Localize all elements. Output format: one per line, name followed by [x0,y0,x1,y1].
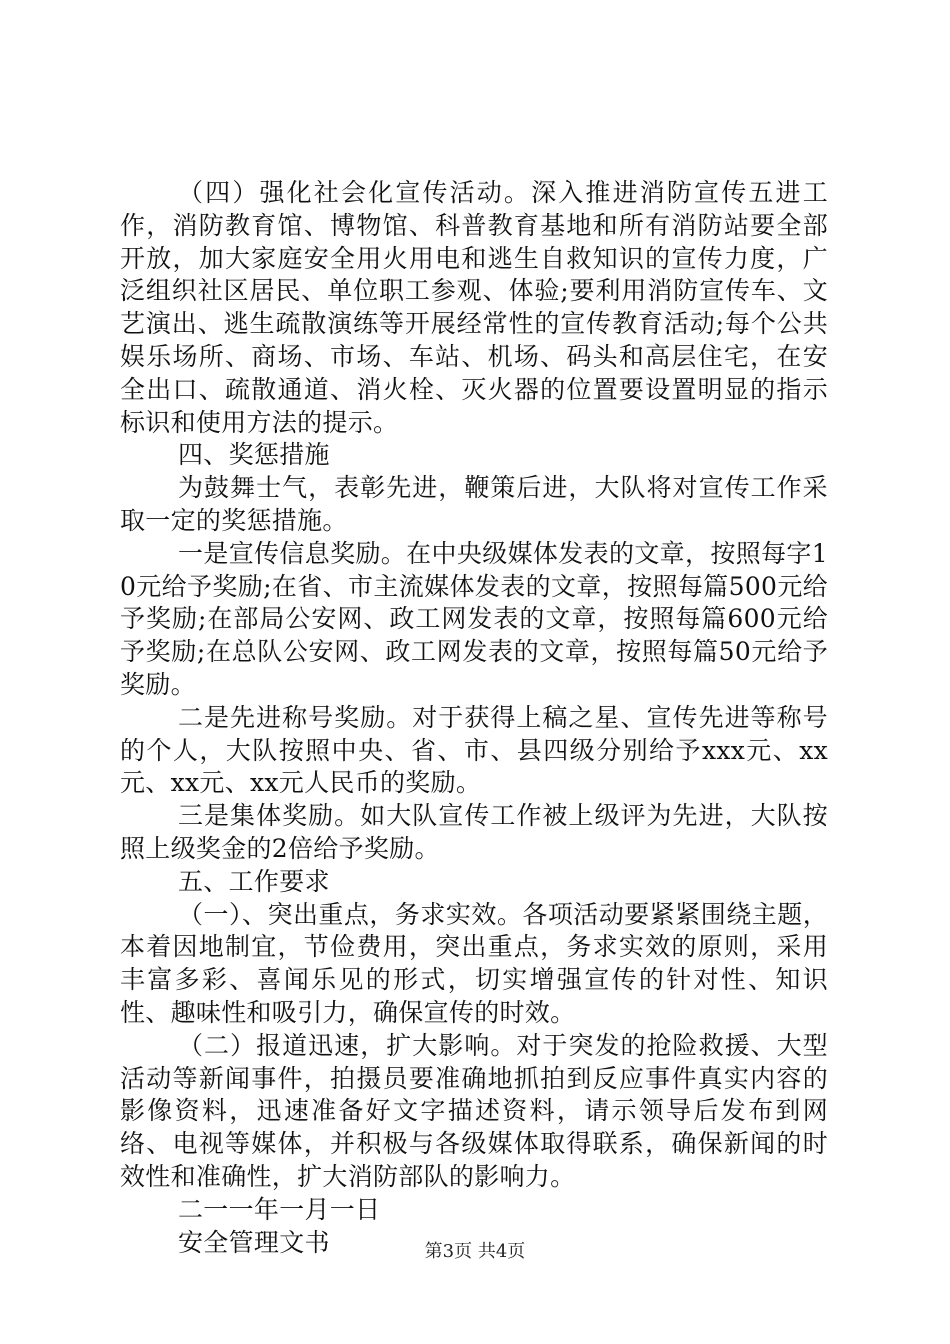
heading-work-requirements: 五、工作要求 [178,866,330,896]
paragraph-rewards-intro: 为鼓舞士气，表彰先进，鞭策后进，大队将对宣传工作采取一定的奖惩措施。 [120,473,828,535]
page-number-footer: 第3页 共4页 [424,1241,526,1262]
paragraph-collective-reward: 三是集体奖励。如大队宣传工作被上级评为先进，大队按照上级奖金的2倍给予奖励。 [120,801,828,863]
heading-rewards-and-penalties: 四、奖惩措施 [178,440,330,470]
paragraph-social-publicity: （四）强化社会化宣传活动。深入推进消防宣传五进工作，消防教育馆、博物馆、科普教育基地和所有消防站要全部开放，加大家庭安全用火用电和逃生自救知识的宣传力度，广泛组织社区居民、单位职工参观、体验;要利用消防宣传车、文艺演出、逃生疏散演练等开展经常性的宣传教育活动;每个公共娱乐场所、商场、市场、车站、机场、码头和高层住宅，在安全出口、疏散通道、消火栓、灭火器的位置要设置明显的指示标识和使用方法的提示。 [120,178,828,437]
document-date: 二一一年一月一日 [178,1194,381,1224]
paragraph-publicity-info-reward: 一是宣传信息奖励。在中央级媒体发表的文章，按照每字10元给予奖励;在省、市主流媒体发表的文章，按照每篇500元给予奖励;在部局公安网、政工网发表的文章，按照每篇600元给予奖励;在总队公安网、政工网发表的文章，按照每篇50元给予奖励。 [120,538,828,699]
paragraph-requirement-one: （一）、突出重点，务求实效。各项活动要紧紧围绕主题，本着因地制宜，节俭费用，突出重点，务求实效的原则，采用丰富多彩、喜闻乐见的形式，切实增强宣传的针对性、知识性、趣味性和吸引力，确保宣传的时效。 [120,899,828,1027]
paragraph-requirement-two: （二）报道迅速，扩大影响。对于突发的抢险救援、大型活动等新闻事件，拍摄员要准确地抓拍到反应事件真实内容的影像资料，迅速准备好文字描述资料，请示领导后发布到网络、电视等媒体，并积极与各级媒体取得联系，确保新闻的时效性和准确性，扩大消防部队的影响力。 [120,1030,828,1191]
document-category: 安全管理文书 [178,1227,330,1257]
paragraph-advanced-title-reward: 二是先进称号奖励。对于获得上稿之星、宣传先进等称号的个人，大队按照中央、省、市、县四级分别给予xxx元、xx元、xx元、xx元人民币的奖励。 [120,702,828,798]
document-body [120,177,828,1259]
